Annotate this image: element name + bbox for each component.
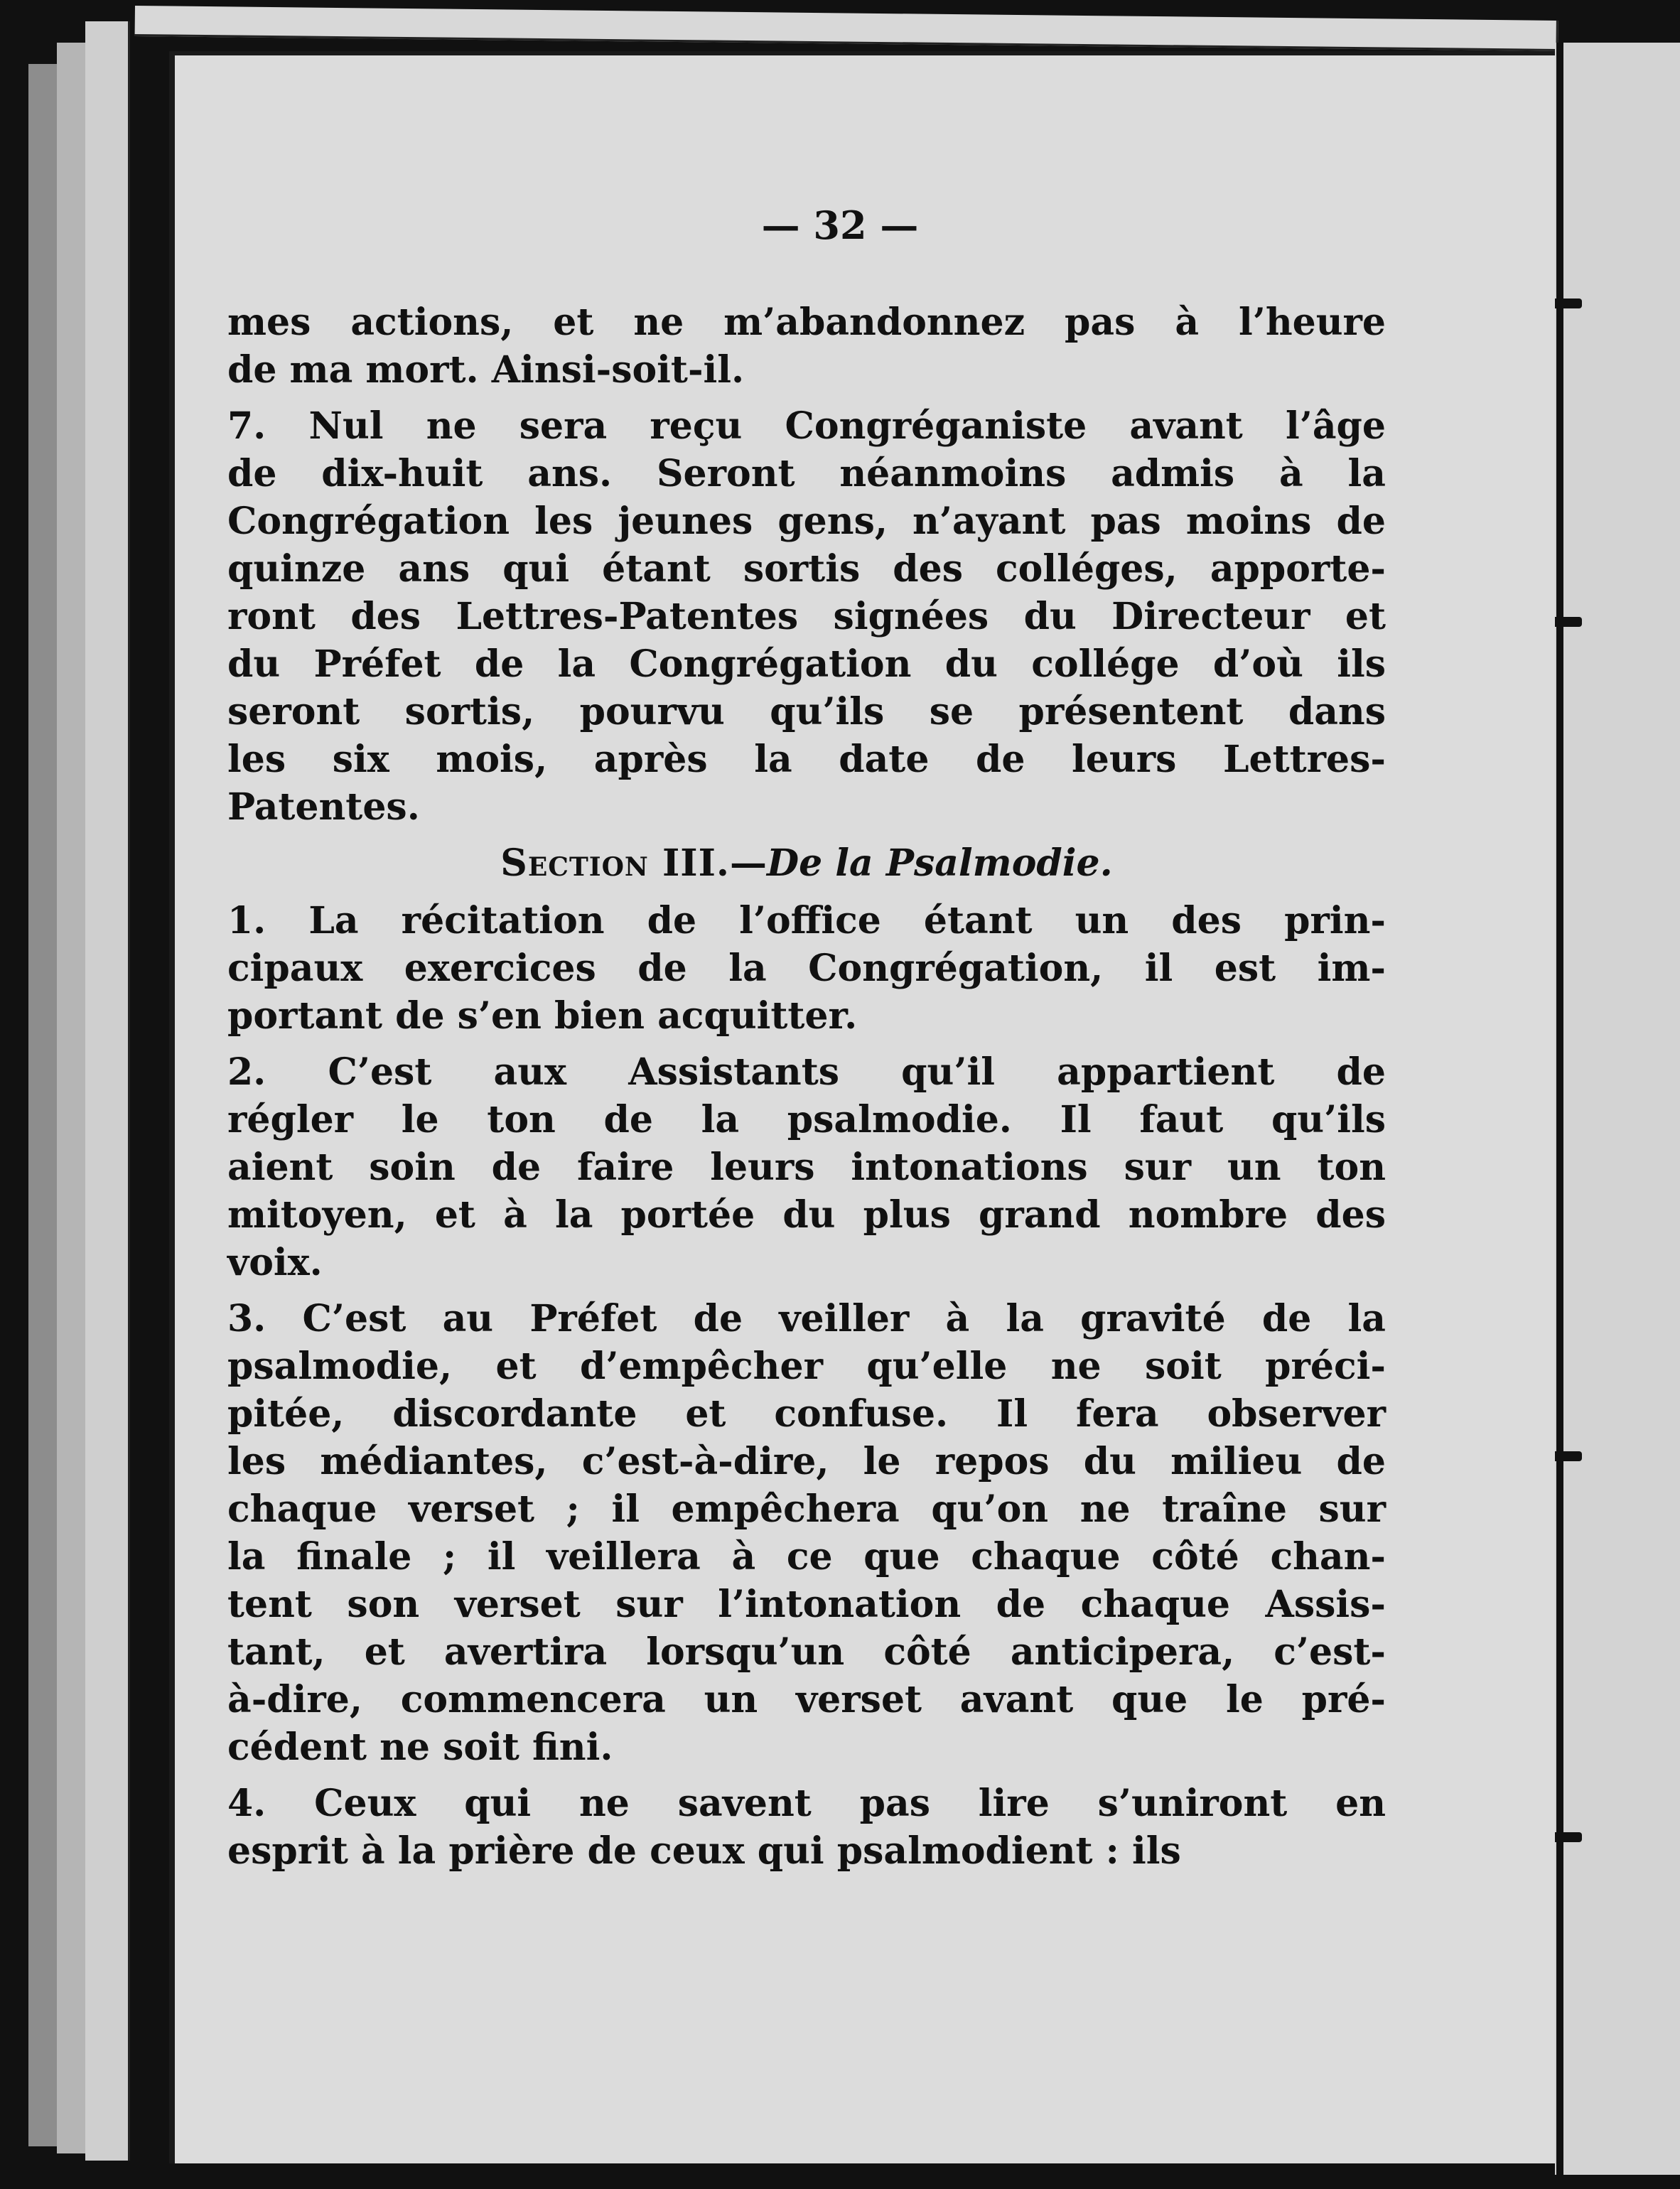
text-line: aient soin de faire leurs intonations sur un ton bbox=[227, 1146, 1386, 1189]
paragraph bbox=[227, 1295, 1386, 1771]
paragraph bbox=[227, 1048, 1386, 1286]
text-line: voix. bbox=[227, 1241, 323, 1284]
text-line: à-dire, commencera un verset avant que le pré- bbox=[227, 1678, 1386, 1721]
section-heading bbox=[227, 839, 1386, 887]
text-line: mes actions, et ne m’abandonnez pas à l’heure bbox=[227, 301, 1386, 344]
text-line: de dix-huit ans. Seront néanmoins admis à la bbox=[227, 452, 1386, 495]
page-text bbox=[227, 298, 1386, 1883]
text-line: Patentes. bbox=[227, 785, 420, 829]
text-line: esprit à la prière de ceux qui psalmodient : ils bbox=[227, 1829, 1181, 1873]
facing-page bbox=[1555, 43, 1680, 2175]
text-line: de ma mort. Ainsi-soit-il. bbox=[227, 348, 745, 392]
text-line: les six mois, après la date de leurs Lettres- bbox=[227, 738, 1386, 781]
text-line: portant de s’en bien acquitter. bbox=[227, 994, 858, 1038]
section-dash: — bbox=[730, 841, 768, 885]
text-line: 1. La récitation de l’office étant un des prin- bbox=[227, 899, 1386, 942]
text-line: pitée, discordante et confuse. Il fera observer bbox=[227, 1392, 1386, 1436]
paragraph bbox=[227, 402, 1386, 831]
text-line: mitoyen, et à la portée du plus grand nombre des bbox=[227, 1193, 1386, 1237]
text-line: cipaux exercices de la Congrégation, il est im- bbox=[227, 947, 1386, 990]
paragraph bbox=[227, 298, 1386, 394]
page-edge bbox=[85, 21, 130, 2161]
text-line: Congrégation les jeunes gens, n’ayant pas moins de bbox=[227, 500, 1386, 543]
text-line: régler le ton de la psalmodie. Il faut qu’ils bbox=[227, 1098, 1386, 1141]
text-line: 4. Ceux qui ne savent pas lire s’uniront en bbox=[227, 1782, 1386, 1825]
paragraph bbox=[227, 1780, 1386, 1875]
page-number: — 32 — bbox=[761, 203, 919, 248]
text-line: 2. C’est aux Assistants qu’il appartient de bbox=[227, 1050, 1386, 1094]
text-line: 3. C’est au Préfet de veiller à la gravité de la bbox=[227, 1297, 1386, 1340]
section-title: De la Psalmodie. bbox=[767, 841, 1113, 885]
text-line: psalmodie, et d’empêcher qu’elle ne soit préci- bbox=[227, 1345, 1386, 1388]
paragraph bbox=[227, 897, 1386, 1040]
text-line: chaque verset ; il empêchera qu’on ne traîne sur bbox=[227, 1488, 1386, 1531]
book-spine bbox=[1556, 43, 1563, 2175]
text-line: cédent ne soit fini. bbox=[227, 1726, 613, 1769]
text-line: 7. Nul ne sera reçu Congréganiste avant l’âge bbox=[227, 404, 1386, 448]
text-line: seront sortis, pourvu qu’ils se présentent dans bbox=[227, 690, 1386, 733]
text-line: tent son verset sur l’intonation de chaque Assis- bbox=[227, 1583, 1386, 1626]
section-label: Section III. bbox=[500, 841, 731, 885]
text-line: les médiantes, c’est-à-dire, le repos du milieu de bbox=[227, 1440, 1386, 1483]
text-line: quinze ans qui étant sortis des colléges, apporte- bbox=[227, 547, 1386, 591]
text-line: ront des Lettres-Patentes signées du Directeur et bbox=[227, 595, 1386, 638]
text-line: du Préfet de la Congrégation du collége d’où ils bbox=[227, 642, 1386, 686]
text-line: la finale ; il veillera à ce que chaque côté chan- bbox=[227, 1535, 1386, 1578]
text-line: tant, et avertira lorsqu’un côté anticipera, c’est- bbox=[227, 1630, 1386, 1674]
